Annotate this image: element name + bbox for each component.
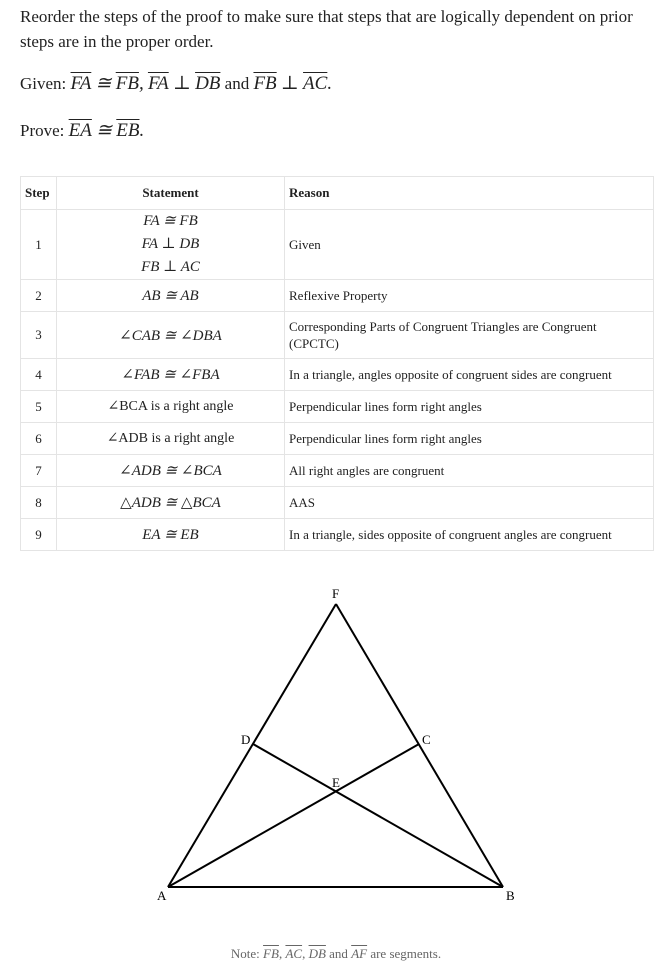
instructions: Reorder the steps of the proof to make sure that steps that are logically dependent on prior steps are in the proper order. [20,7,633,51]
given-seg-db: $\overline{DB}$ [195,73,221,94]
statement-text: ∠FAB ≅ ∠FBA [121,367,220,383]
given-seg-fb: $\overline{FB}$ [115,73,139,94]
prove-label: Prove: [20,121,65,140]
note-prefix: Note: [230,946,260,961]
table-row [21,487,654,519]
table-row [21,280,654,312]
segment-ac [168,744,419,887]
note-seg-ac: $\overline{AC}$ [285,946,303,961]
reason-cell: Corresponding Parts of Congruent Triangles are Congruent (CPCTC) [285,312,654,359]
reason-cell: Perpendicular lines form right angles [285,423,654,455]
point-label-e: E [332,775,340,790]
period: . [139,120,145,141]
proof-table [20,176,654,551]
statement-cell [57,455,285,487]
step-number: 6 [21,423,57,455]
triangle-figure [0,578,672,918]
note-seg-af: $\overline{AF}$ [351,946,368,961]
reason-cell: Reflexive Property [285,280,654,312]
statement-cell [57,519,285,551]
given-seg-fb-2: $\overline{FB}$ [253,73,277,94]
given-seg-fa: $\overline{FA}$ [70,73,92,94]
table-row [21,391,654,423]
header-statement: Statement [57,177,285,210]
step-number: 7 [21,455,57,487]
perp-symbol: ⊥ [172,73,191,94]
step-number: 2 [21,280,57,312]
segment-af [168,604,336,887]
reason-cell: In a triangle, sides opposite of congruent angles are congruent [285,519,654,551]
reason-cell: All right angles are congruent [285,455,654,487]
point-label-a: A [157,888,167,903]
step-number: 3 [21,312,57,359]
statement-cell [57,359,285,391]
step-number: 4 [21,359,57,391]
given-and: and [224,74,250,93]
header-step: Step [21,177,57,210]
note-and: and [329,946,348,961]
statement-cell [57,487,285,519]
congruent-symbol: ≅ [96,120,113,141]
table-header-row [21,177,654,210]
step-number: 1 [21,210,57,280]
step-number: 9 [21,519,57,551]
table-row [21,359,654,391]
statement-text: ∠ADB ≅ ∠BCA [119,463,222,479]
prove-seg-eb: $\overline{EB}$ [116,120,140,141]
point-label-d: D [241,732,251,747]
given-seg-fa-2: $\overline{FA}$ [147,73,169,94]
point-label-f: F [332,586,340,601]
table-row [21,455,654,487]
table-row [21,312,654,359]
period: . [327,73,333,94]
statement-text: EA ≅ EB [142,527,199,543]
note-suffix: are segments. [370,946,442,961]
step-number: 8 [21,487,57,519]
segment-db [253,744,503,887]
statement-text: △ADB ≅ △BCA [120,495,221,511]
point-label-c: C [422,732,431,747]
statement-text: ∠ADB is a right angle [106,431,235,446]
statement-cell [57,391,285,423]
statement-text: ∠CAB ≅ ∠DBA [119,327,222,344]
statement-cell [57,423,285,455]
statement-text: ∠BCA is a right angle [107,399,234,414]
table-row [21,423,654,455]
header-reason: Reason [285,177,654,210]
prove-line [20,119,144,142]
segment-fb [336,604,503,887]
perp-symbol-2: ⊥ [280,73,299,94]
note-seg-db: $\overline{DB}$ [308,946,326,961]
reason-cell: Given [285,210,654,280]
statement-text: AB ≅ AB [142,288,199,304]
statement-line: FA ⊥ DB [141,236,200,252]
given-label: Given: [20,74,67,93]
comma: , [138,73,144,94]
prove-seg-ea: $\overline{EA}$ [68,120,92,141]
reason-cell: Perpendicular lines form right angles [285,391,654,423]
step-number: 5 [21,391,57,423]
note-seg-fb: $\overline{FB}$ [263,946,279,961]
table-row [21,519,654,551]
statement-cell [57,312,285,359]
figure-note: Note: $\overline{FB}$, $\overline{AC}$, $\overline{DB}$ and $\overline{AF}$ are segments. [230,946,442,961]
statement-line: FA ≅ FB [143,213,198,229]
reason-cell: In a triangle, angles opposite of congruent sides are congruent [285,359,654,391]
reason-cell: AAS [285,487,654,519]
given-line [20,72,332,95]
given-seg-ac: $\overline{AC}$ [303,73,328,94]
statement-cell [57,280,285,312]
statement-line: FB ⊥ AC [141,259,200,275]
congruent-symbol: ≅ [95,73,112,94]
table-row [21,210,654,280]
statement-cell [57,210,285,280]
point-label-b: B [506,888,515,903]
